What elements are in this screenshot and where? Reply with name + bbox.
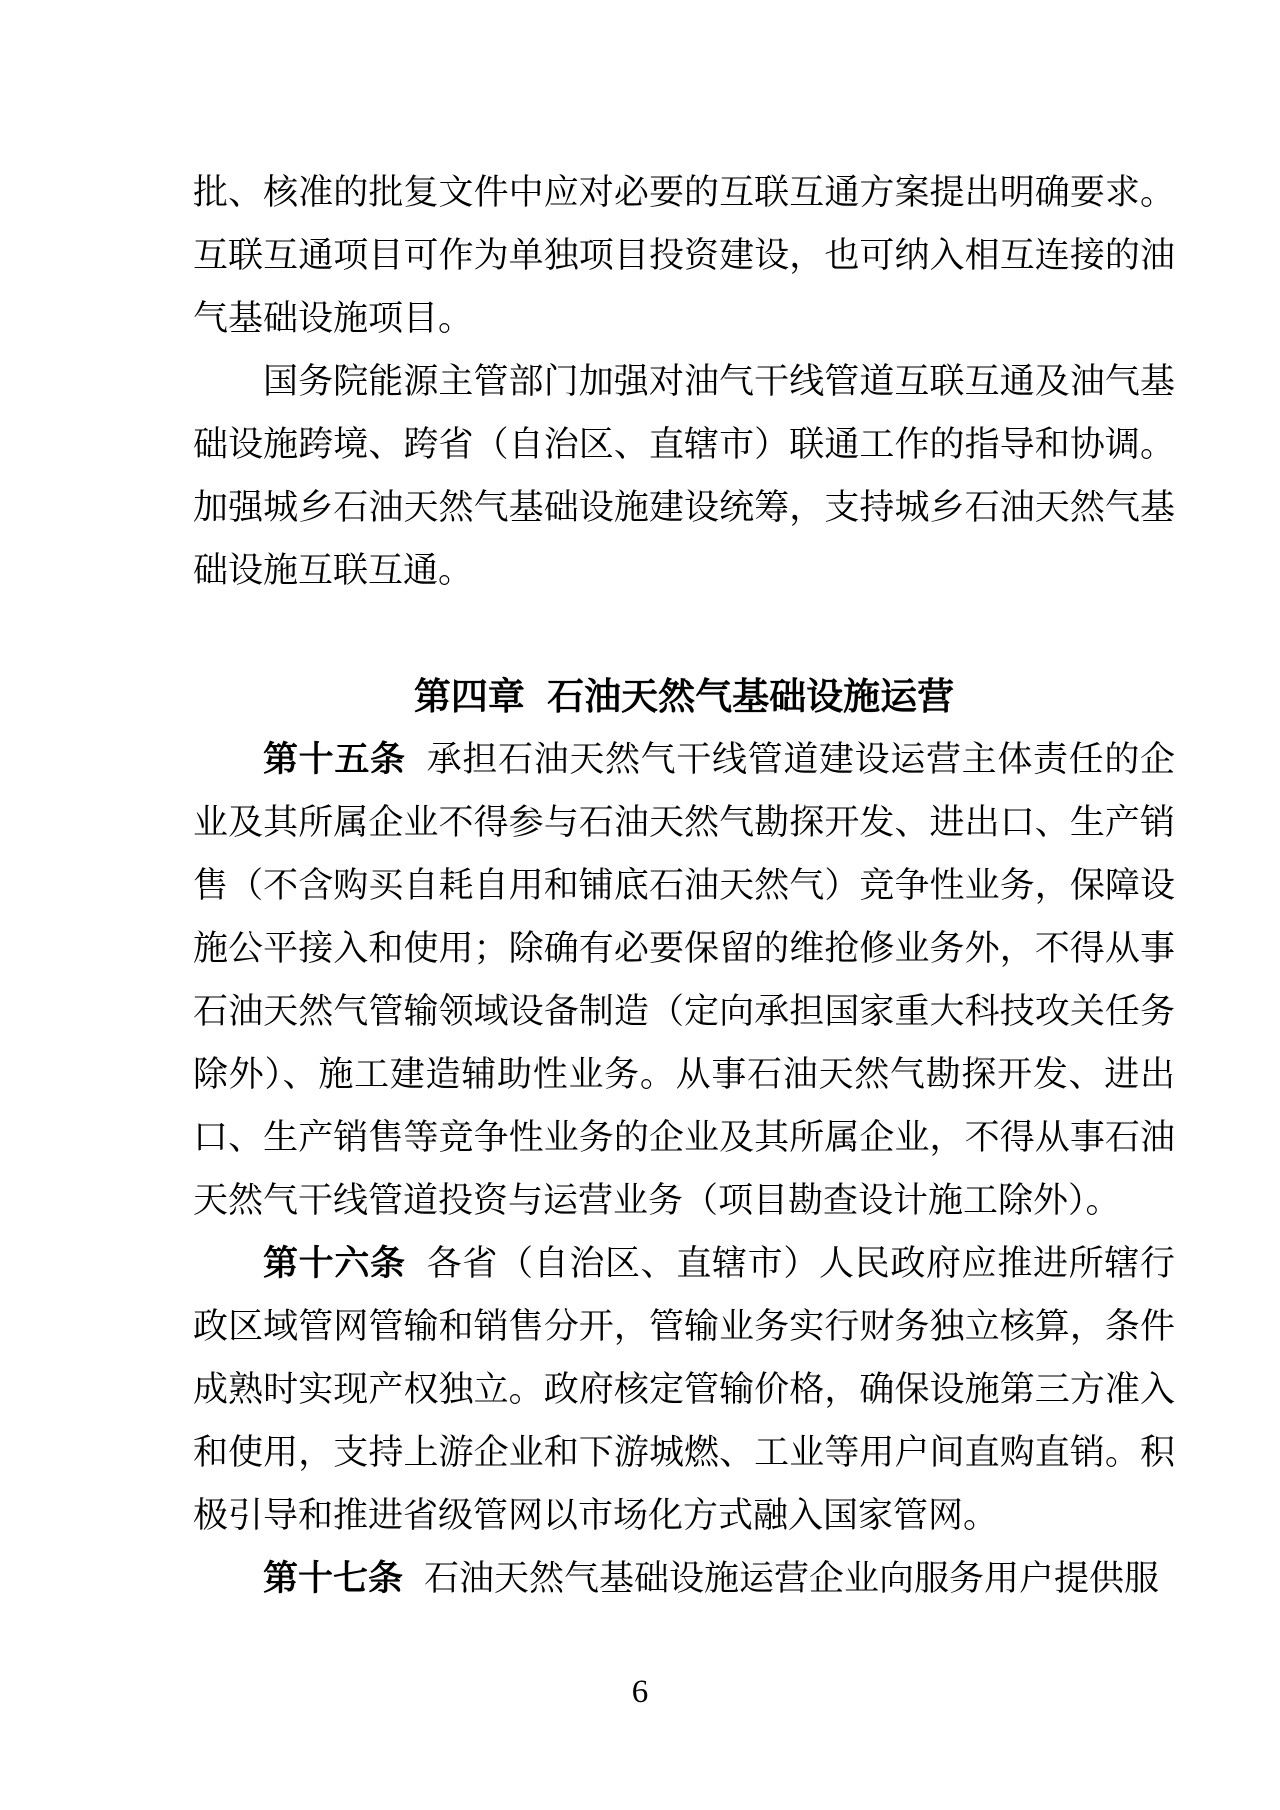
article-paragraph (193, 1232, 1175, 1547)
article-number: 第十六条 (263, 1244, 406, 1283)
paragraph-continued: 批、核准的批复文件中应对必要的互联互通方案提出明确要求。互联互通项目可作为单独项目投资建设，也可纳入相互连接的油气基础设施项目。 (193, 173, 1175, 338)
chapter-heading (193, 665, 1175, 728)
article-text: 石油天然气基础设施运营企业向服务用户提供服 (424, 1559, 1160, 1598)
paragraph: 国务院能源主管部门加强对油气干线管道互联互通及油气基础设施跨境、跨省（自治区、直辖市）联通工作的指导和协调。加强城乡石油天然气基础设施建设统筹，支持城乡石油天然气基础设施互联互通。 (193, 362, 1175, 590)
chapter-number: 第四章 (413, 676, 525, 717)
article-number: 第十七条 (263, 1559, 404, 1598)
document-body (193, 161, 1175, 1610)
article-paragraph (193, 1547, 1175, 1610)
article-text: 承担石油天然气干线管道建设运营主体责任的企业及其所属企业不得参与石油天然气勘探开发、进出口、生产销售（不含购买自耗自用和铺底石油天然气）竞争性业务，保障设施公平接入和使用；除确有必要保留的维抢修业务外，不得从事石油天然气管输领域设备制造（定向承担国家重大科技攻关任务除外）、施工建造辅助性业务。从事石油天然气勘探开发、进出口、生产销售等竞争性业务的企业及其所属企业，不得从事石油天然气干线管道投资与运营业务（项目勘查设计施工除外）。 (193, 740, 1175, 1220)
article-text: 各省（自治区、直辖市）人民政府应推进所辖行政区域管网管输和销售分开，管输业务实行财务独立核算，条件成熟时实现产权独立。政府核定管输价格，确保设施第三方准入和使用，支持上游企业和下游城燃、工业等用户间直购直销。积极引导和推进省级管网以市场化方式融入国家管网。 (193, 1244, 1175, 1535)
chapter-title: 石油天然气基础设施运营 (547, 676, 955, 717)
page-number: 6 (631, 1674, 649, 1710)
article-number: 第十五条 (263, 740, 406, 779)
article-paragraph (193, 728, 1175, 1232)
